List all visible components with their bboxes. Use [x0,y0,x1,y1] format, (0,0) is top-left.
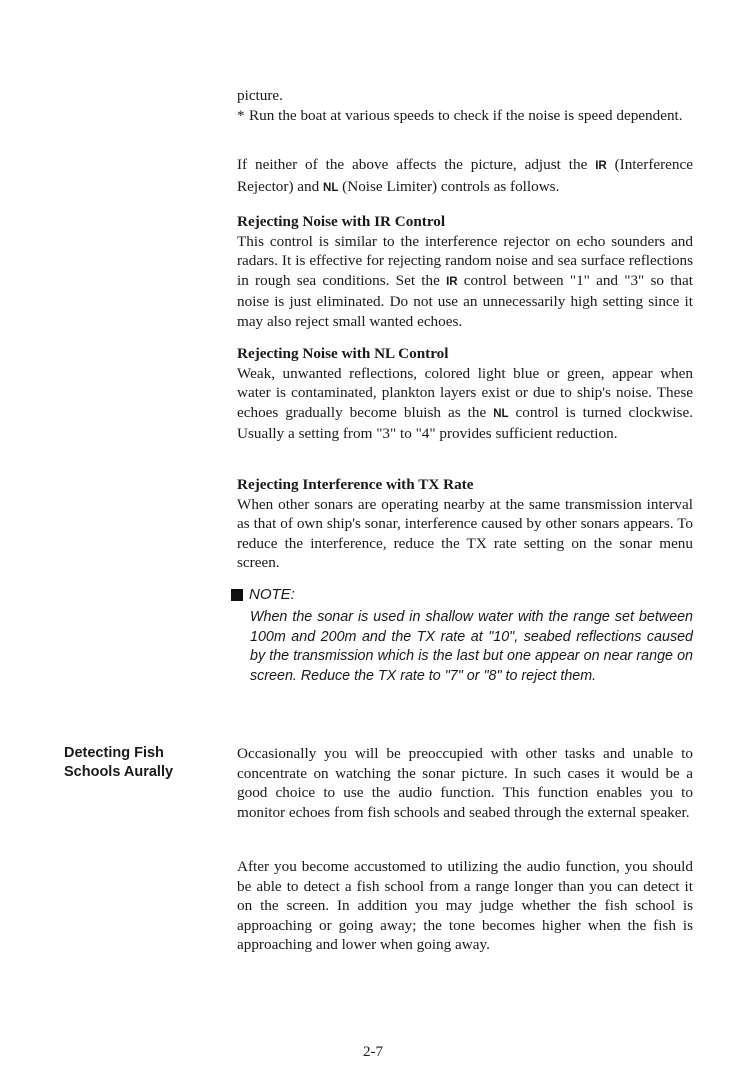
tx-section [237,475,693,573]
note-body: When the sonar is used in shallow water with the range set between 100m and 200m and the TX rate at "10", seabed reflections caused by the transmission which is the last but one appear on near range on screen. Reduce the TX rate to "7" or "8" to reject them. [250,609,693,684]
intro-block [237,86,693,125]
text-run: control is turned clockwise. Usually a setting from "3" to "4" provides sufficient reduction. [237,403,693,443]
aural-paragraph-2 [237,857,693,955]
text-run: If neither of the above affects the picture, adjust the [237,156,596,173]
text-run: (Noise Limiter) controls as follows. [338,177,560,195]
text-run: control between "1" and "3" so that noise is just eliminated. Do not use an unnecessarily high setting since it may also reject small wanted echoes. [237,271,693,330]
nl-section [237,344,693,444]
ir-heading: Rejecting Noise with IR Control [237,213,446,230]
aural-text: After you become accustomed to utilizing the audio function, you should be able to detect a fish school from a range longer than you can detect it on the screen. In addition you may judge whether the fish school is approaching or going away; the tone becomes higher when the fish is approaching and lower when going away. [237,858,693,954]
side-heading [64,744,173,782]
text-run: This control is similar to the interference rejector on echo sounders and radars. It is effective for rejecting random noise and sea surface reflections in rough sea conditions. Set the [237,232,693,289]
adjust-text [237,155,693,198]
adjust-paragraph [237,155,693,198]
bullet-text: Run the boat at various speeds to check if the noise is speed dependent. [249,106,683,124]
ir-body [237,232,693,332]
nl-key-label: NL [323,181,339,194]
nl-body [237,364,693,444]
side-heading-line: Detecting Fish [64,745,164,761]
nl-key-label: NL [493,407,509,420]
text-run: Weak, unwanted reflections, colored light blue or green, appear when water is contaminated, plankton layers exist or due to ship's noise. These echoes gradually become bluish as the [237,364,693,421]
note-label: NOTE: [249,586,295,603]
bullet-star: * [237,106,245,124]
page-number: 2-7 [363,1044,383,1060]
note-square-icon [231,589,243,601]
text-run: (Interference Rejector) and [237,156,693,195]
side-heading-line: Schools Aurally [64,764,174,780]
continued-line: picture. [237,87,283,104]
bullet-item [237,106,693,126]
tx-heading: Rejecting Interference with TX Rate [237,476,474,493]
nl-heading: Rejecting Noise with NL Control [237,345,449,362]
ir-key-label: IR [446,275,458,288]
tx-body: When other sonars are operating nearby at the same transmission interval as that of own ship's sonar, interference caused by other sonars appears. To reduce the interference, reduce the TX rate setting on the sonar menu screen. [237,495,693,572]
aural-text: Occasionally you will be preoccupied with other tasks and unable to concentrate on watching the sonar picture. In such cases it would be a good choice to use the audio function. This function enables you to monitor echoes from fish schools and seabed through the external speaker. [237,745,693,821]
ir-section [237,212,693,332]
ir-key-label: IR [595,160,607,172]
aural-paragraph-1 [237,744,693,822]
note-header [231,586,295,603]
